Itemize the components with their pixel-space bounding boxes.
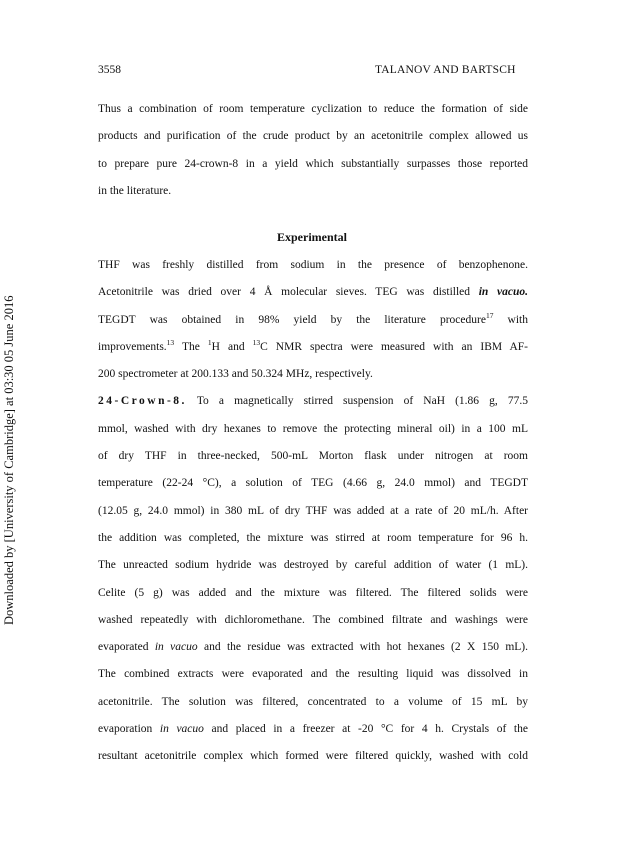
experimental-text (98, 252, 528, 771)
compound-heading: 24-Crown-8. (98, 395, 187, 408)
intro-line: products and purification of the crude product by an acetonitrile complex allowed us (98, 130, 528, 143)
para2-line: Celite (5 g) was added and the mixture was filtered. The filtered solids were (98, 586, 528, 599)
para2-line: evaporated in vacuo and the residue was extracted with hot hexanes (2 X 150 mL). (98, 641, 528, 654)
para1-line: THF was freshly distilled from sodium in the presence of benzophenone. (98, 259, 528, 271)
para2-line: washed repeatedly with dichloromethane. The combined filtrate and washings were (98, 613, 528, 626)
para2-line: the addition was completed, the mixture was stirred at room temperature for 96 h. (98, 531, 528, 544)
para1-line: improvements.$^{13}$ The $^1$H and $^{13}$C NMR spectra were measured with an IBM AF- (98, 338, 528, 353)
download-watermark: Downloaded by [University of Cambridge] at 03:30 05 June 2016 (2, 295, 16, 625)
para2-line: The unreacted sodium hydride was destroyed by careful addition of water (1 mL). (98, 559, 528, 572)
para1-line: 200 spectrometer at 200.133 and 50.324 MHz, respectively. (98, 368, 373, 381)
intro-line: in the literature. (98, 184, 172, 197)
para2-line: mmol, washed with dry hexanes to remove the protecting mineral oil) in a 100 mL (98, 422, 528, 435)
page-number: 3558 (98, 64, 121, 76)
para2-line: acetonitrile. The solution was filtered, concentrated to a volume of 15 mL by (98, 695, 528, 708)
para2-line: temperature (22-24 °C), a solution of TEG (4.66 g, 24.0 mmol) and TEGDT (98, 477, 528, 490)
running-title: TALANOV AND BARTSCH (375, 64, 516, 76)
intro-line: Thus a combination of room temperature cyclization to reduce the formation of side (98, 103, 528, 115)
para2-line: evaporation in vacuo and placed in a freezer at -20 °C for 4 h. Crystals of the (98, 723, 528, 736)
para1-line: TEGDT was obtained in 98% yield by the literature procedure$^{17}$ with (98, 310, 528, 326)
intro-paragraph (98, 96, 528, 205)
para2-line: resultant acetonitrile complex which formed were filtered quickly, washed with cold (98, 750, 528, 763)
para2-line: 24-Crown-8. To a magnetically stirred suspension of NaH (1.86 g, 77.5 (98, 395, 528, 408)
section-heading: Experimental (277, 230, 347, 244)
para2-line: The combined extracts were evaporated and the resulting liquid was dissolved in (98, 668, 528, 681)
para2-line: of dry THF in three-necked, 500-mL Morton flask under nitrogen at room (98, 450, 528, 463)
para2-line: (12.05 g, 24.0 mmol) in 380 mL of dry THF was added at a rate of 20 mL/h. After (98, 504, 528, 517)
para1-line: Acetonitrile was dried over 4 Å molecular sieves. TEG was distilled in vacuo. (98, 286, 528, 299)
intro-line: to prepare pure 24-crown-8 in a yield which substantially surpasses those reported (98, 157, 528, 170)
